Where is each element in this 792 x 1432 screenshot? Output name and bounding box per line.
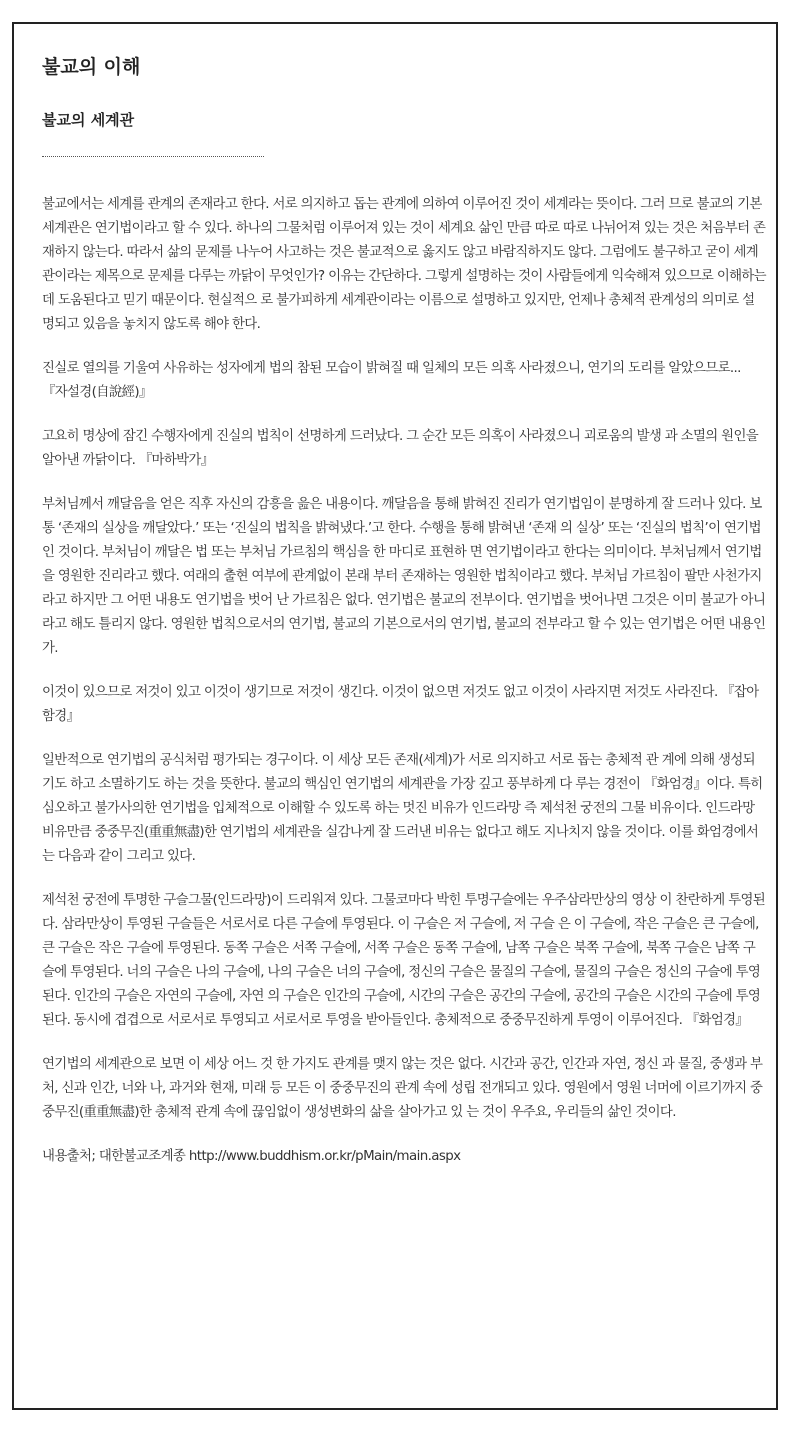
source-citation: 내용출처; 대한불교조계종 http://www.buddhism.or.kr/pMain/main.aspx: [42, 1149, 461, 1164]
paragraph-1: 불교에서는 세계를 관계의 존재라고 한다. 서로 의지하고 돕는 관계에 의하여 이루어진 것이 세계라는 뜻이다. 그러 므로 불교의 기본 세계관은 연기법이라고 할 수 있다. 하나의 그물처럼 이루어져 있는 것이 세계요 삶인 만큼 따로 따로 나뉘어져 있는 것은 처음부터 존재하지 않는다. 따라서 삶의 문제를 나누어 사고하는 것은 불교적으로 옳지도 않고 바람직하지도 않다. 그럼에도 불구하고 굳이 세계관이라는 제목으로 문제를 다루는 까닭이 무엇인가? 이유는 간단하다. 그렇게 설명하는 것이 사람들에게 익숙해져 있으므로 이해하는 데 도움된다고 믿기 때문이다. 현실적으 로 불가피하게 세계관이라는 이름으로 설명하고 있지만, 언제나 총체적 관계성의 의미로 설명되고 있음을 놓치지 않도록 해야 한다.: [42, 197, 766, 332]
quote-hwaeomgyeong: 제석천 궁전에 투명한 구슬그물(인드라망)이 드리워져 있다. 그물코마다 박힌 투명구슬에는 우주삼라만상의 영상 이 찬란하게 투영된다. 삼라만상이 투영된 구슬들은 서로서로 다른 구슬에 투영된다. 이 구슬은 저 구슬에, 저 구슬 은 이 구슬에, 작은 구슬은 큰 구슬에, 큰 구슬은 작은 구슬에 투영된다. 동쪽 구슬은 서쪽 구슬에, 서쪽 구슬은 동쪽 구슬에, 남쪽 구슬은 북쪽 구슬에, 북쪽 구슬은 남쪽 구슬에 투영된다. 너의 구슬은 나의 구슬에, 나의 구슬은 너의 구슬에, 정신의 구슬은 물질의 구슬에, 물질의 구슬은 정신의 구슬에 투영된다. 인간의 구슬은 자연의 구슬에, 자연 의 구슬은 인간의 구슬에, 시간의 구슬은 공간의 구슬에, 공간의 구슬은 시간의 구슬에 투영된다. 동시에 겹겹으로 서로서로 투영되고 서로서로 투영을 받아들인다. 총체적으로 중중무진하게 투영이 이루어진다. 『화엄경』: [42, 893, 766, 1028]
dotted-divider: [42, 156, 264, 157]
paragraph-2: 부처님께서 깨달음을 얻은 직후 자신의 감흥을 읊은 내용이다. 깨달음을 통해 밝혀진 진리가 연기법임이 분명하게 잘 드러나 있다. 보통 ‘존재의 실상을 깨달았다.’ 또는 ‘진실의 법칙을 밝혀냈다.’고 한다. 수행을 통해 밝혀낸 ‘존재 의 실상’ 또는 ‘진실의 법칙’이 연기법인 것이다. 부처님이 깨달은 법 또는 부처님 가르침의 핵심을 한 마디로 표현하 면 연기법이라고 한다는 의미이다. 부처님께서 연기법을 영원한 진리라고 했다. 여래의 출현 여부에 관계없이 본래 부터 존재하는 영원한 법칙이라고 했다. 부처님 가르침이 팔만 사천가지라고 하지만 그 어떤 내용도 연기법을 벗어 난 가르침은 없다. 연기법은 불교의 전부이다. 연기법을 벗어나면 그것은 이미 불교가 아니라고 해도 틀리지 않다. 영원한 법칙으로서의 연기법, 불교의 기본으로서의 연기법, 불교의 전부라고 할 수 있는 연기법은 어떤 내용인가.: [42, 497, 766, 656]
paragraph-4: 연기법의 세계관으로 보면 이 세상 어느 것 한 가지도 관계를 맺지 않는 것은 없다. 시간과 공간, 인간과 자연, 정신 과 물질, 중생과 부처, 신과 인간, 너와 나, 과거와 현재, 미래 등 모든 이 중중무진의 관계 속에 성립 전개되고 있다. 영원에서 영원 너머에 이르기까지 중중무진(重重無盡)한 총체적 관계 속에 끊임없이 생성변화의 삶을 살아가고 있 는 것이 우주요, 우리들의 삶인 것이다.: [42, 1057, 763, 1120]
quote-jabahamgyeong: 이것이 있으므로 저것이 있고 이것이 생기므로 저것이 생긴다. 이것이 없으면 저것도 없고 이것이 사라지면 저것도 사라진다. 『잡아함경』: [42, 685, 759, 724]
paragraph-3: 일반적으로 연기법의 공식처럼 평가되는 경구이다. 이 세상 모든 존재(세계)가 서로 의지하고 서로 돕는 총체적 관 계에 의해 생성되기도 하고 소멸하기도 하는 것을 뜻한다. 불교의 핵심인 연기법의 세계관을 가장 깊고 풍부하게 다 루는 경전이 『화엄경』이다. 특히 심오하고 불가사의한 연기법을 입체적으로 이해할 수 있도록 하는 멋진 비유가 인드라망 즉 제석천 궁전의 그물 비유이다. 인드라망 비유만큼 중중무진(重重無盡)한 연기법의 세계관을 실감나게 잘 드러낸 비유는 없다고 해도 지나치지 않을 것이다. 이를 화엄경에서는 다음과 같이 그리고 있다.: [42, 753, 763, 864]
quote-jaseolgyeong: 진실로 열의를 기울여 사유하는 성자에게 법의 참된 모습이 밝혀질 때 일체의 모든 의혹 사라졌으니, 연기의 도리를 알았으므로... 『자설경(自說經)』: [42, 361, 741, 400]
page-title: 불교의 이해: [42, 56, 141, 78]
section-subtitle: 불교의 세계관: [42, 111, 135, 129]
article-content: [42, 52, 766, 1169]
quote-mahabakga: 고요히 명상에 잠긴 수행자에게 진실의 법칙이 선명하게 드러났다. 그 순간 모든 의혹이 사라졌으니 괴로움의 발생 과 소멸의 원인을 알아낸 까닭이다. 『마하박가』: [42, 429, 759, 468]
